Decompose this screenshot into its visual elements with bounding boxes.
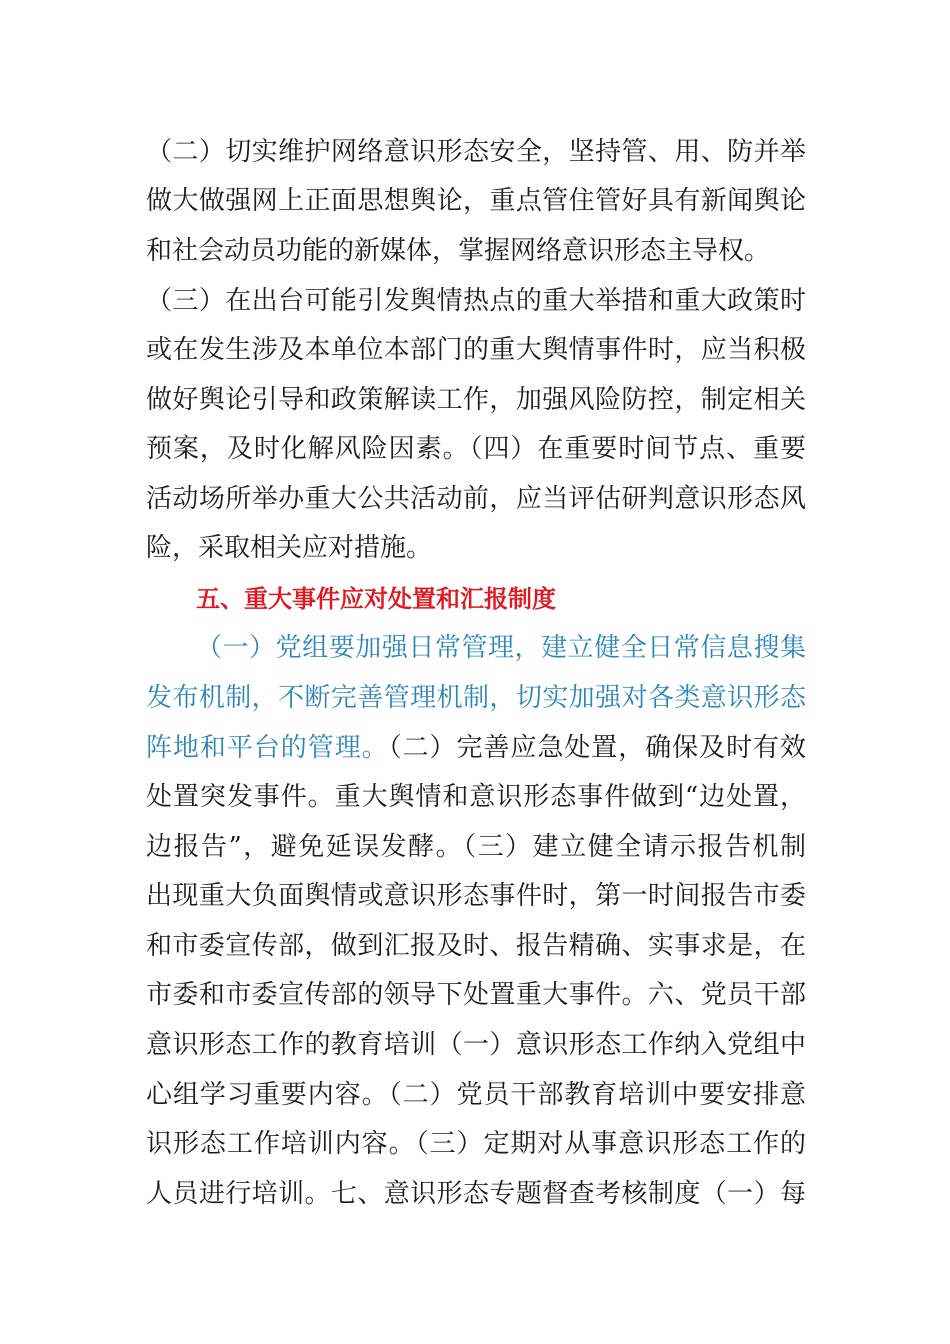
text-line-highlight: 发布机制，不断完善管理机制，切实加强对各类意识形态 [146, 683, 806, 713]
text-line: 做好舆论引导和政策解读工作，加强风险防控，制定相关 [146, 385, 806, 415]
text-line: （二）切实维护网络意识形态安全，坚持管、用、防并举 [146, 137, 806, 167]
text-line: 市委和市委宣传部的领导下处置重大事件。六、党员干部 [146, 980, 806, 1010]
text-line: 人员进行培训。七、意识形态专题督查考核制度（一）每 [146, 1179, 806, 1209]
text-line: 处置突发事件。重大舆情和意识形态事件做到“边处置， [146, 782, 806, 812]
text-line: 做大做强网上正面思想舆论，重点管住管好具有新闻舆论 [146, 186, 806, 216]
text-span: （二）完善应急处置，确保及时有效 [388, 733, 806, 763]
text-line: 心组学习重要内容。（二）党员干部教育培训中要安排意 [146, 1080, 806, 1110]
text-line: 预案，及时化解风险因素。（四）在重要时间节点、重要 [146, 434, 806, 464]
text-span-highlight: 阵地和平台的管理。 [146, 733, 389, 763]
text-line: 出现重大负面舆情或意识形态事件时，第一时间报告市委 [146, 881, 806, 911]
text-line: 和市委宣传部，做到汇报及时、报告精确、实事求是，在 [146, 931, 806, 961]
text-line-mixed [146, 733, 806, 763]
text-line-highlight: （一）党组要加强日常管理，建立健全日常信息搜集 [196, 633, 806, 663]
text-line: 和社会动员功能的新媒体，掌握网络意识形态主导权。 [146, 236, 771, 266]
text-line: （三）在出台可能引发舆情热点的重大举措和重大政策时 [146, 286, 806, 316]
text-line: 意识形态工作的教育培训（一）意识形态工作纳入党组中 [146, 1030, 806, 1060]
text-line: 边报告”，避免延误发酵。（三）建立健全请示报告机制 [146, 832, 806, 862]
text-line: 识形态工作培训内容。（三）定期对从事意识形态工作的 [146, 1129, 806, 1159]
text-line: 或在发生涉及本单位本部门的重大舆情事件时，应当积极 [146, 335, 806, 365]
text-line: 险，采取相关应对措施。 [146, 533, 433, 563]
text-line: 活动场所举办重大公共活动前，应当评估研判意识形态风 [146, 484, 806, 514]
section-heading: 五、重大事件应对处置和汇报制度 [196, 585, 556, 613]
